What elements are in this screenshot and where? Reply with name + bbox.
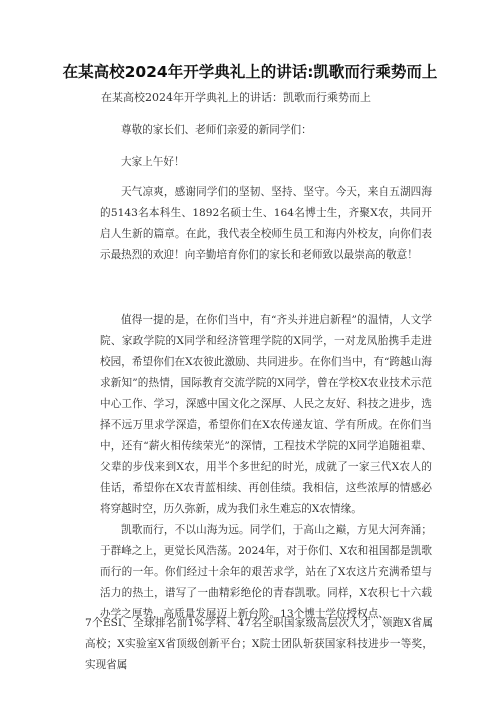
greeting-paragraph: 大家上午好！ — [121, 156, 185, 168]
triumph-paragraph: 凯歌而行，不以山海为远。同学们，于高山之巅，方见大河奔涌；于群峰之上，更觉长风浩荡。2024年，对于你们、X农和祖国都是凯歌而行的一年。你们经过十余年的艰苦求学，站在了X农这片充满希望与活力的热土，谱写了一曲精彩绝伦的青春凯歌。同样，X农积七十六载办学之厚势，高质量发展迈上新台阶。13个博士学位授权点、 — [100, 524, 432, 620]
salutation-paragraph: 尊敬的家长们、老师们亲爱的新同学们： — [121, 124, 312, 136]
document-title: 在某高校2024年开学典礼上的讲话:凯歌而行乘势而上 — [62, 63, 438, 81]
students-story-paragraph: 值得一提的是，在你们当中，有“齐头并进启新程”的温情，人文学院、家政学院的X同学和经济管理学院的X同学，一对龙凤胎携手走进校园，希望你们在X农彼此激励、共同进步。在你们当中，有“跨越山海求新知”的热情，国际教育交流学院的X同学，曾在学校X农业技术示范中心工作、学习，深感中国文化之深厚、人民之友好、科技之进步，选择不远万里求学深造，希望你们在X农传递友谊、学有所成。在你们当中，还有“薪火相传续荣光”的深情，工程技术学院的X同学追随祖辈、父辈的步伐来到X农，用半个多世纪的时光，成就了一家三代X农人的佳话，希望你在X农青蓝相续、再创佳绩。我相信，这些浓厚的情感必将穿越时空，历久弥新，成为我们永生难忘的X农情缘。 — [100, 314, 432, 515]
welcome-paragraph: 天气凉爽，感谢同学们的坚韧、坚持、坚守。今天，来自五湖四海的5143名本科生、1892名硕士生、164名博士生，齐聚X农，共同开启人生新的篇章。在此，我代表全校师生员工和海内外校友，向你们表示最热烈的欢迎！向辛勤培育你们的家长和老师致以最崇高的敬意！ — [100, 186, 432, 261]
document-subtitle: 在某高校2024年开学典礼上的讲话：凯歌而行乘势而上 — [101, 91, 371, 104]
achievements-paragraph: 7个ESI、全球排名前1%学科、47名全职国家级高层次人才，领跑X省属高校；X实验室X省顶级创新平台；X院士团队斩获国家科技进步一等奖，实现省属 — [85, 617, 433, 671]
